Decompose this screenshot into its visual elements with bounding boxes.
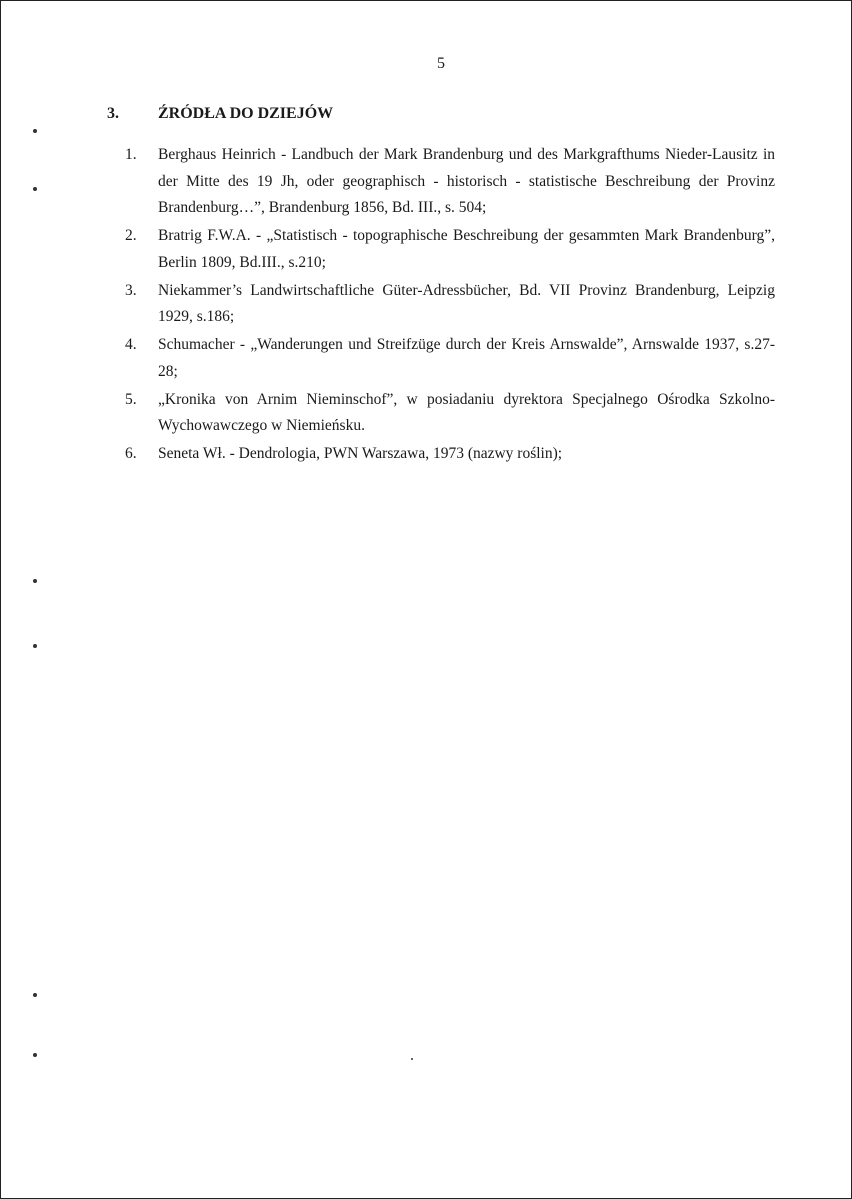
- list-item-text: Bratrig F.W.A. - „Statistisch - topographische Beschreibung der gesammten Mark Brandenburg”, Berlin 1809, Bd.III., s.210;: [158, 227, 775, 271]
- list-item: [115, 142, 775, 222]
- scan-dot: [33, 993, 37, 997]
- list-item: [115, 332, 775, 385]
- list-item-number: 3.: [125, 281, 137, 299]
- list-item-text: Schumacher - „Wanderungen und Streifzüge durch der Kreis Arnswalde”, Arnswalde 1937, s.27-28;: [158, 336, 775, 380]
- scan-dot: [33, 187, 37, 191]
- section-heading: [107, 105, 333, 123]
- list-item: [115, 278, 775, 331]
- list-item: [115, 223, 775, 276]
- list-item-number: 4.: [125, 336, 137, 353]
- list-item: [115, 441, 775, 468]
- scan-dot: [33, 1053, 37, 1057]
- list-item-text: Berghaus Heinrich - Landbuch der Mark Brandenburg und des Markgrafthums Nieder-Lausitz in der Mitte des 19 Jh, oder geographisch - historisch - statistische Beschreibung der Provinz Brandenburg…”, Brandenburg 1856, Bd. III., s. 504;: [158, 146, 775, 216]
- list-item-number: 5.: [125, 390, 137, 408]
- list-item-number: 2.: [125, 227, 137, 244]
- sources-list: [115, 142, 775, 469]
- list-item-number: 6.: [125, 445, 137, 462]
- page-number: 5: [437, 55, 445, 72]
- scan-dot: [33, 644, 37, 648]
- list-item-number: 1.: [125, 146, 137, 163]
- list-item-text: „Kronika von Arnim Nieminschof”, w posiadaniu dyrektora Specjalnego Ośrodka Szkolno-Wychowawczego w Niemieńsku.: [158, 390, 775, 434]
- list-item-text: Seneta Wł. - Dendrologia, PWN Warszawa, 1973 (nazwy roślin);: [158, 445, 563, 462]
- scan-dot: [33, 579, 37, 583]
- section-title: ŹRÓDŁA DO DZIEJÓW: [158, 105, 334, 122]
- list-item: [115, 387, 775, 440]
- scan-dot: [411, 1058, 413, 1060]
- list-item-text: Niekammer’s Landwirtschaftliche Güter-Adressbücher, Bd. VII Provinz Brandenburg, Leipzig 1929, s.186;: [158, 281, 775, 325]
- section-number: 3.: [107, 105, 119, 122]
- scan-dot: [33, 129, 37, 133]
